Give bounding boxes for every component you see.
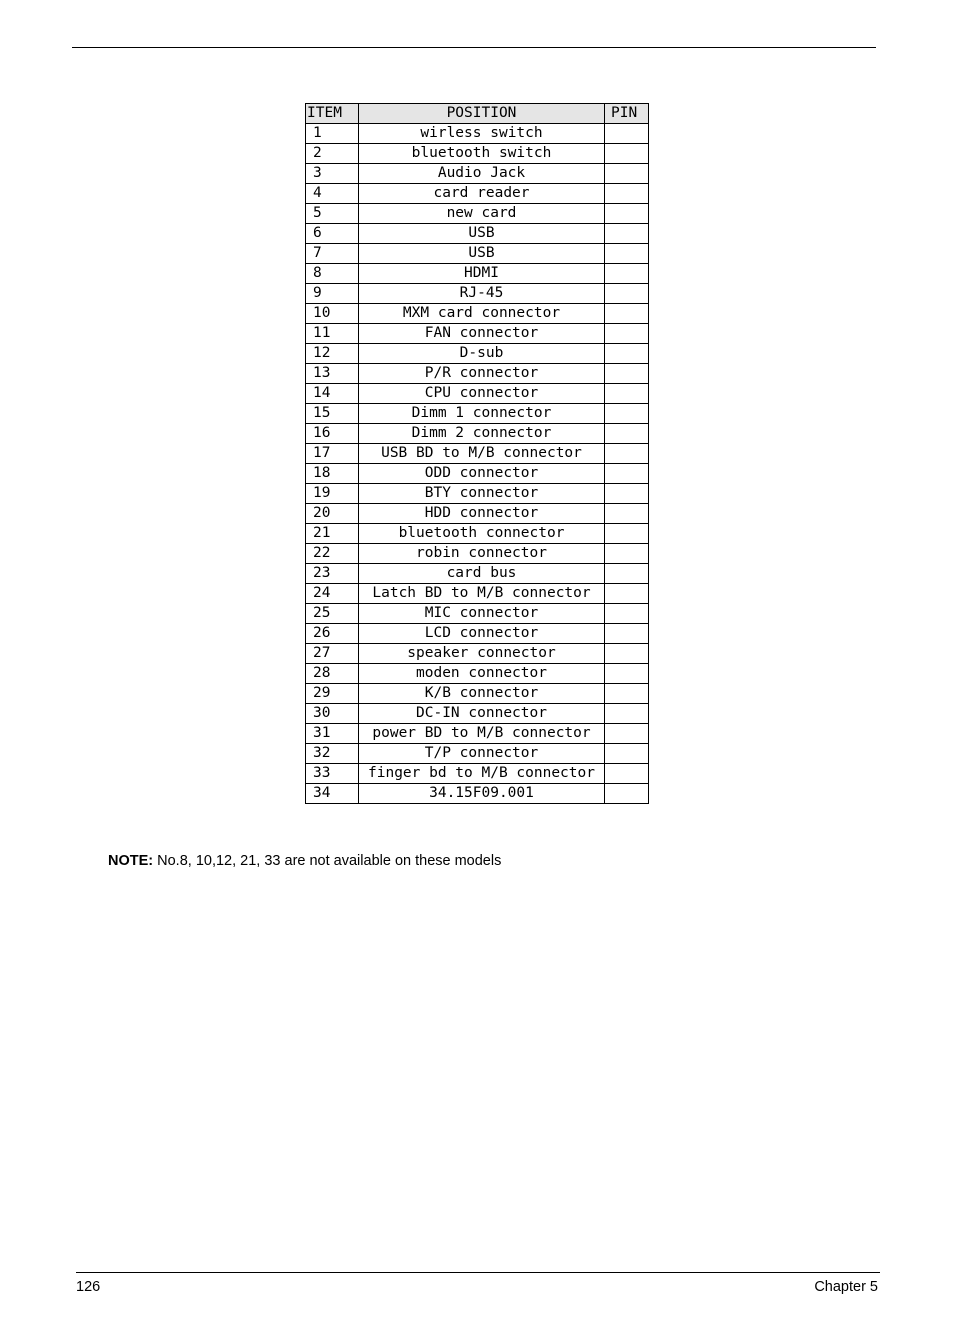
pin-cell xyxy=(605,764,649,784)
item-cell: 2 xyxy=(306,144,359,164)
table-row xyxy=(306,684,649,704)
item-cell: 32 xyxy=(306,744,359,764)
item-cell: 12 xyxy=(306,344,359,364)
item-cell: 24 xyxy=(306,584,359,604)
table-row xyxy=(306,524,649,544)
item-cell: 27 xyxy=(306,644,359,664)
pin-cell xyxy=(605,624,649,644)
item-cell: 33 xyxy=(306,764,359,784)
item-cell: 6 xyxy=(306,224,359,244)
item-cell: 5 xyxy=(306,204,359,224)
header-rule xyxy=(72,47,876,48)
pin-cell xyxy=(605,444,649,464)
pin-cell xyxy=(605,724,649,744)
table-row xyxy=(306,764,649,784)
table-row xyxy=(306,644,649,664)
position-cell: BTY connector xyxy=(359,484,605,504)
pin-cell xyxy=(605,744,649,764)
pin-cell xyxy=(605,264,649,284)
table-row xyxy=(306,404,649,424)
item-cell: 4 xyxy=(306,184,359,204)
position-cell: K/B connector xyxy=(359,684,605,704)
position-cell: robin connector xyxy=(359,544,605,564)
pin-cell xyxy=(605,344,649,364)
pin-cell xyxy=(605,604,649,624)
item-cell: 20 xyxy=(306,504,359,524)
table-row xyxy=(306,624,649,644)
position-cell: moden connector xyxy=(359,664,605,684)
position-cell: speaker connector xyxy=(359,644,605,664)
position-cell: bluetooth connector xyxy=(359,524,605,544)
pin-cell xyxy=(605,144,649,164)
table-row xyxy=(306,444,649,464)
item-cell: 9 xyxy=(306,284,359,304)
pin-cell xyxy=(605,364,649,384)
position-cell: Latch BD to M/B connector xyxy=(359,584,605,604)
item-cell: 17 xyxy=(306,444,359,464)
item-cell: 23 xyxy=(306,564,359,584)
item-cell: 34 xyxy=(306,784,359,804)
table-row xyxy=(306,704,649,724)
position-cell: bluetooth switch xyxy=(359,144,605,164)
table-row xyxy=(306,744,649,764)
item-cell: 18 xyxy=(306,464,359,484)
item-cell: 31 xyxy=(306,724,359,744)
table-row xyxy=(306,564,649,584)
position-cell: Audio Jack xyxy=(359,164,605,184)
position-cell: finger bd to M/B connector xyxy=(359,764,605,784)
pin-cell xyxy=(605,544,649,564)
position-cell: MIC connector xyxy=(359,604,605,624)
position-cell: Dimm 1 connector xyxy=(359,404,605,424)
pin-cell xyxy=(605,704,649,724)
position-cell: LCD connector xyxy=(359,624,605,644)
item-cell: 16 xyxy=(306,424,359,444)
pin-cell xyxy=(605,424,649,444)
table-row xyxy=(306,364,649,384)
item-cell: 30 xyxy=(306,704,359,724)
position-cell: FAN connector xyxy=(359,324,605,344)
table-row xyxy=(306,124,649,144)
table-row xyxy=(306,244,649,264)
item-cell: 15 xyxy=(306,404,359,424)
table-row xyxy=(306,664,649,684)
position-cell: USB xyxy=(359,244,605,264)
position-cell: D-sub xyxy=(359,344,605,364)
table-row xyxy=(306,144,649,164)
table-row xyxy=(306,264,649,284)
footer-rule xyxy=(76,1272,880,1273)
item-cell: 3 xyxy=(306,164,359,184)
position-cell: P/R connector xyxy=(359,364,605,384)
table-row xyxy=(306,164,649,184)
position-cell: HDD connector xyxy=(359,504,605,524)
item-cell: 28 xyxy=(306,664,359,684)
pin-cell xyxy=(605,464,649,484)
note-paragraph xyxy=(108,853,501,869)
pin-cell xyxy=(605,644,649,664)
position-cell: USB BD to M/B connector xyxy=(359,444,605,464)
connector-pin-table xyxy=(305,103,649,804)
table-row xyxy=(306,304,649,324)
pin-cell xyxy=(605,504,649,524)
table-row xyxy=(306,504,649,524)
pin-cell xyxy=(605,204,649,224)
position-cell: HDMI xyxy=(359,264,605,284)
table-row xyxy=(306,724,649,744)
pin-cell xyxy=(605,784,649,804)
item-cell: 8 xyxy=(306,264,359,284)
table-row xyxy=(306,284,649,304)
table-header-row xyxy=(306,104,649,124)
position-cell: wirless switch xyxy=(359,124,605,144)
position-cell: ODD connector xyxy=(359,464,605,484)
position-cell: card bus xyxy=(359,564,605,584)
note-label: NOTE: xyxy=(108,853,154,869)
item-cell: 14 xyxy=(306,384,359,404)
item-cell: 11 xyxy=(306,324,359,344)
table-body xyxy=(306,124,649,804)
position-cell: new card xyxy=(359,204,605,224)
item-cell: 13 xyxy=(306,364,359,384)
pin-cell xyxy=(605,184,649,204)
table-row xyxy=(306,784,649,804)
table-row xyxy=(306,324,649,344)
item-cell: 29 xyxy=(306,684,359,704)
position-cell: DC-IN connector xyxy=(359,704,605,724)
pin-cell xyxy=(605,684,649,704)
item-cell: 19 xyxy=(306,484,359,504)
pin-cell xyxy=(605,304,649,324)
table-row xyxy=(306,424,649,444)
column-header-pin: PIN xyxy=(605,104,649,124)
pin-cell xyxy=(605,524,649,544)
chapter-label: Chapter 5 xyxy=(814,1279,878,1295)
pin-cell xyxy=(605,164,649,184)
table-row xyxy=(306,464,649,484)
position-cell: 34.15F09.001 xyxy=(359,784,605,804)
item-cell: 1 xyxy=(306,124,359,144)
pin-cell xyxy=(605,384,649,404)
item-cell: 22 xyxy=(306,544,359,564)
table-row xyxy=(306,484,649,504)
pin-cell xyxy=(605,324,649,344)
table-row xyxy=(306,584,649,604)
position-cell: MXM card connector xyxy=(359,304,605,324)
item-cell: 26 xyxy=(306,624,359,644)
note-text: No.8, 10,12, 21, 33 are not available on these models xyxy=(157,853,502,869)
item-cell: 21 xyxy=(306,524,359,544)
pin-cell xyxy=(605,484,649,504)
position-cell: RJ-45 xyxy=(359,284,605,304)
position-cell: USB xyxy=(359,224,605,244)
table-row xyxy=(306,344,649,364)
pin-cell xyxy=(605,124,649,144)
pin-cell xyxy=(605,664,649,684)
position-cell: CPU connector xyxy=(359,384,605,404)
item-cell: 25 xyxy=(306,604,359,624)
table-row xyxy=(306,184,649,204)
column-header-position: POSITION xyxy=(359,104,605,124)
pin-cell xyxy=(605,584,649,604)
pin-cell xyxy=(605,284,649,304)
column-header-item: ITEM xyxy=(306,104,359,124)
item-cell: 7 xyxy=(306,244,359,264)
position-cell: T/P connector xyxy=(359,744,605,764)
table-row xyxy=(306,384,649,404)
table-row xyxy=(306,224,649,244)
table-row xyxy=(306,544,649,564)
position-cell: Dimm 2 connector xyxy=(359,424,605,444)
item-cell: 10 xyxy=(306,304,359,324)
page-number: 126 xyxy=(76,1279,101,1295)
pin-cell xyxy=(605,564,649,584)
pin-cell xyxy=(605,224,649,244)
table-row xyxy=(306,204,649,224)
position-cell: power BD to M/B connector xyxy=(359,724,605,744)
table-row xyxy=(306,604,649,624)
position-cell: card reader xyxy=(359,184,605,204)
pin-cell xyxy=(605,404,649,424)
pin-cell xyxy=(605,244,649,264)
